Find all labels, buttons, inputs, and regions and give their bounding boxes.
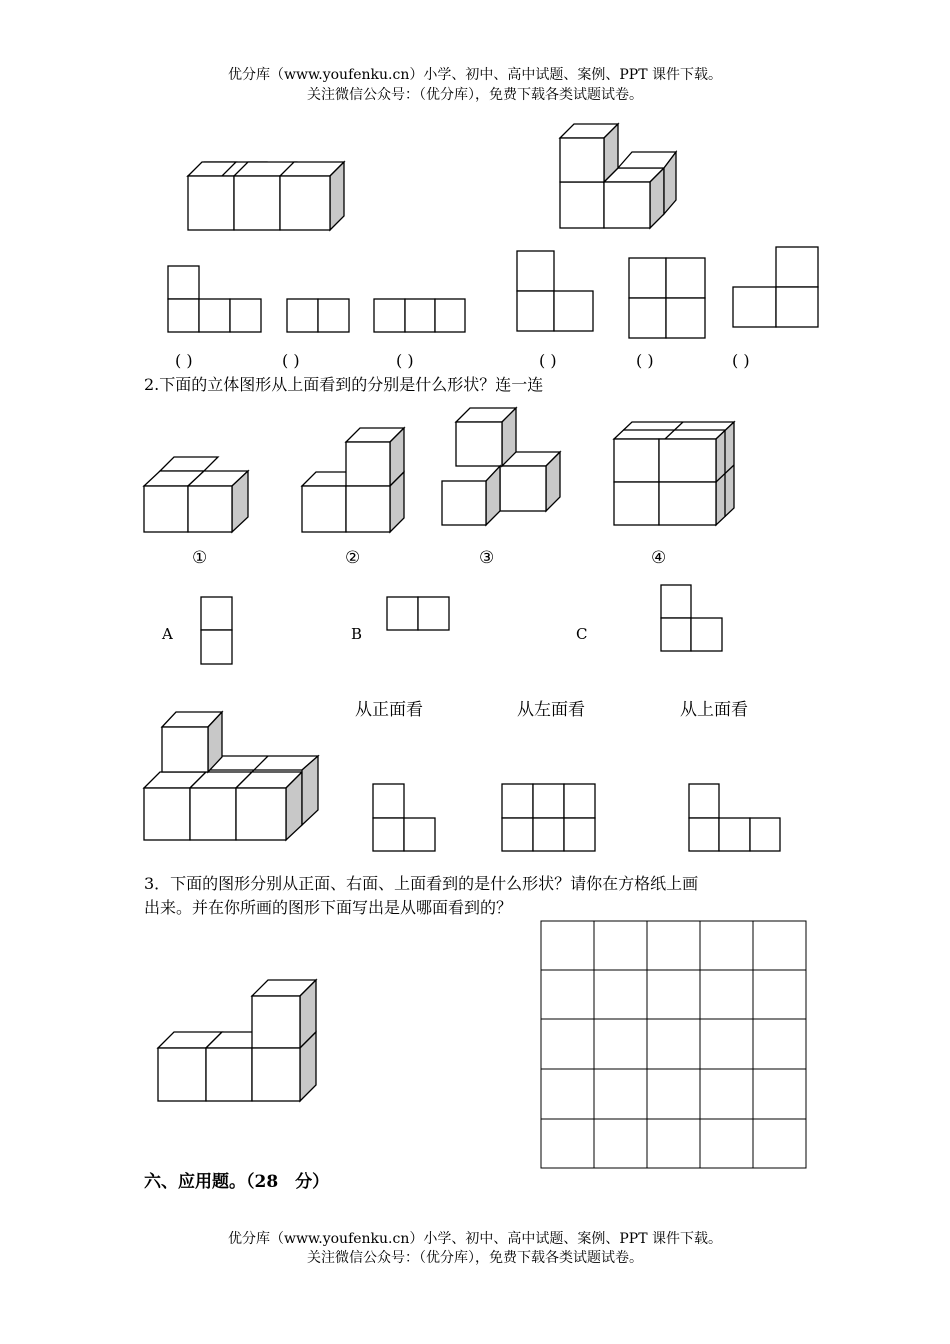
view-label-front: 从正面看	[355, 700, 423, 720]
footer-line-1: 优分库（www.youfenku.cn）小学、初中、高中试题、案例、PPT 课件下载。	[227, 1231, 722, 1247]
q2-option-b: B	[351, 625, 363, 643]
q3-question-line-2: 出来。并在你所画的图形下面写出是从哪面看到的？	[144, 898, 513, 917]
footer-line-2: 关注微信公众号：（优分库），免费下载各类试题试卷。	[307, 1250, 643, 1266]
q2-option-c: C	[576, 625, 588, 643]
q2-number-3: ③	[479, 548, 495, 568]
q1-blank-1[interactable]: ( )	[175, 351, 193, 370]
q2-question: 2.下面的立体图形从上面看到的分别是什么形状？连一连	[144, 375, 544, 394]
q1-blank-6[interactable]: ( )	[732, 351, 750, 370]
q2-option-a: A	[162, 625, 173, 643]
view-label-top: 从上面看	[680, 700, 748, 720]
q2-number-1: ①	[192, 548, 208, 568]
q3-question-line-1: 3．下面的图形分别从正面、右面、上面看到的是什么形状？请你在方格纸上画	[144, 874, 699, 893]
header-line-2: 关注微信公众号：（优分库），免费下载各类试题试卷。	[307, 87, 643, 103]
q2-number-2: ②	[345, 548, 361, 568]
q1-blank-3[interactable]: ( )	[396, 351, 414, 370]
q2-number-4: ④	[651, 548, 667, 568]
header-line-1: 优分库（www.youfenku.cn）小学、初中、高中试题、案例、PPT 课件下载。	[227, 67, 722, 83]
q1-blank-4[interactable]: ( )	[539, 351, 557, 370]
q1-blank-2[interactable]: ( )	[282, 351, 300, 370]
q1-blank-5[interactable]: ( )	[636, 351, 654, 370]
view-label-left: 从左面看	[517, 700, 585, 720]
section-6-title: 六、应用题。（28 分）	[144, 1172, 330, 1192]
